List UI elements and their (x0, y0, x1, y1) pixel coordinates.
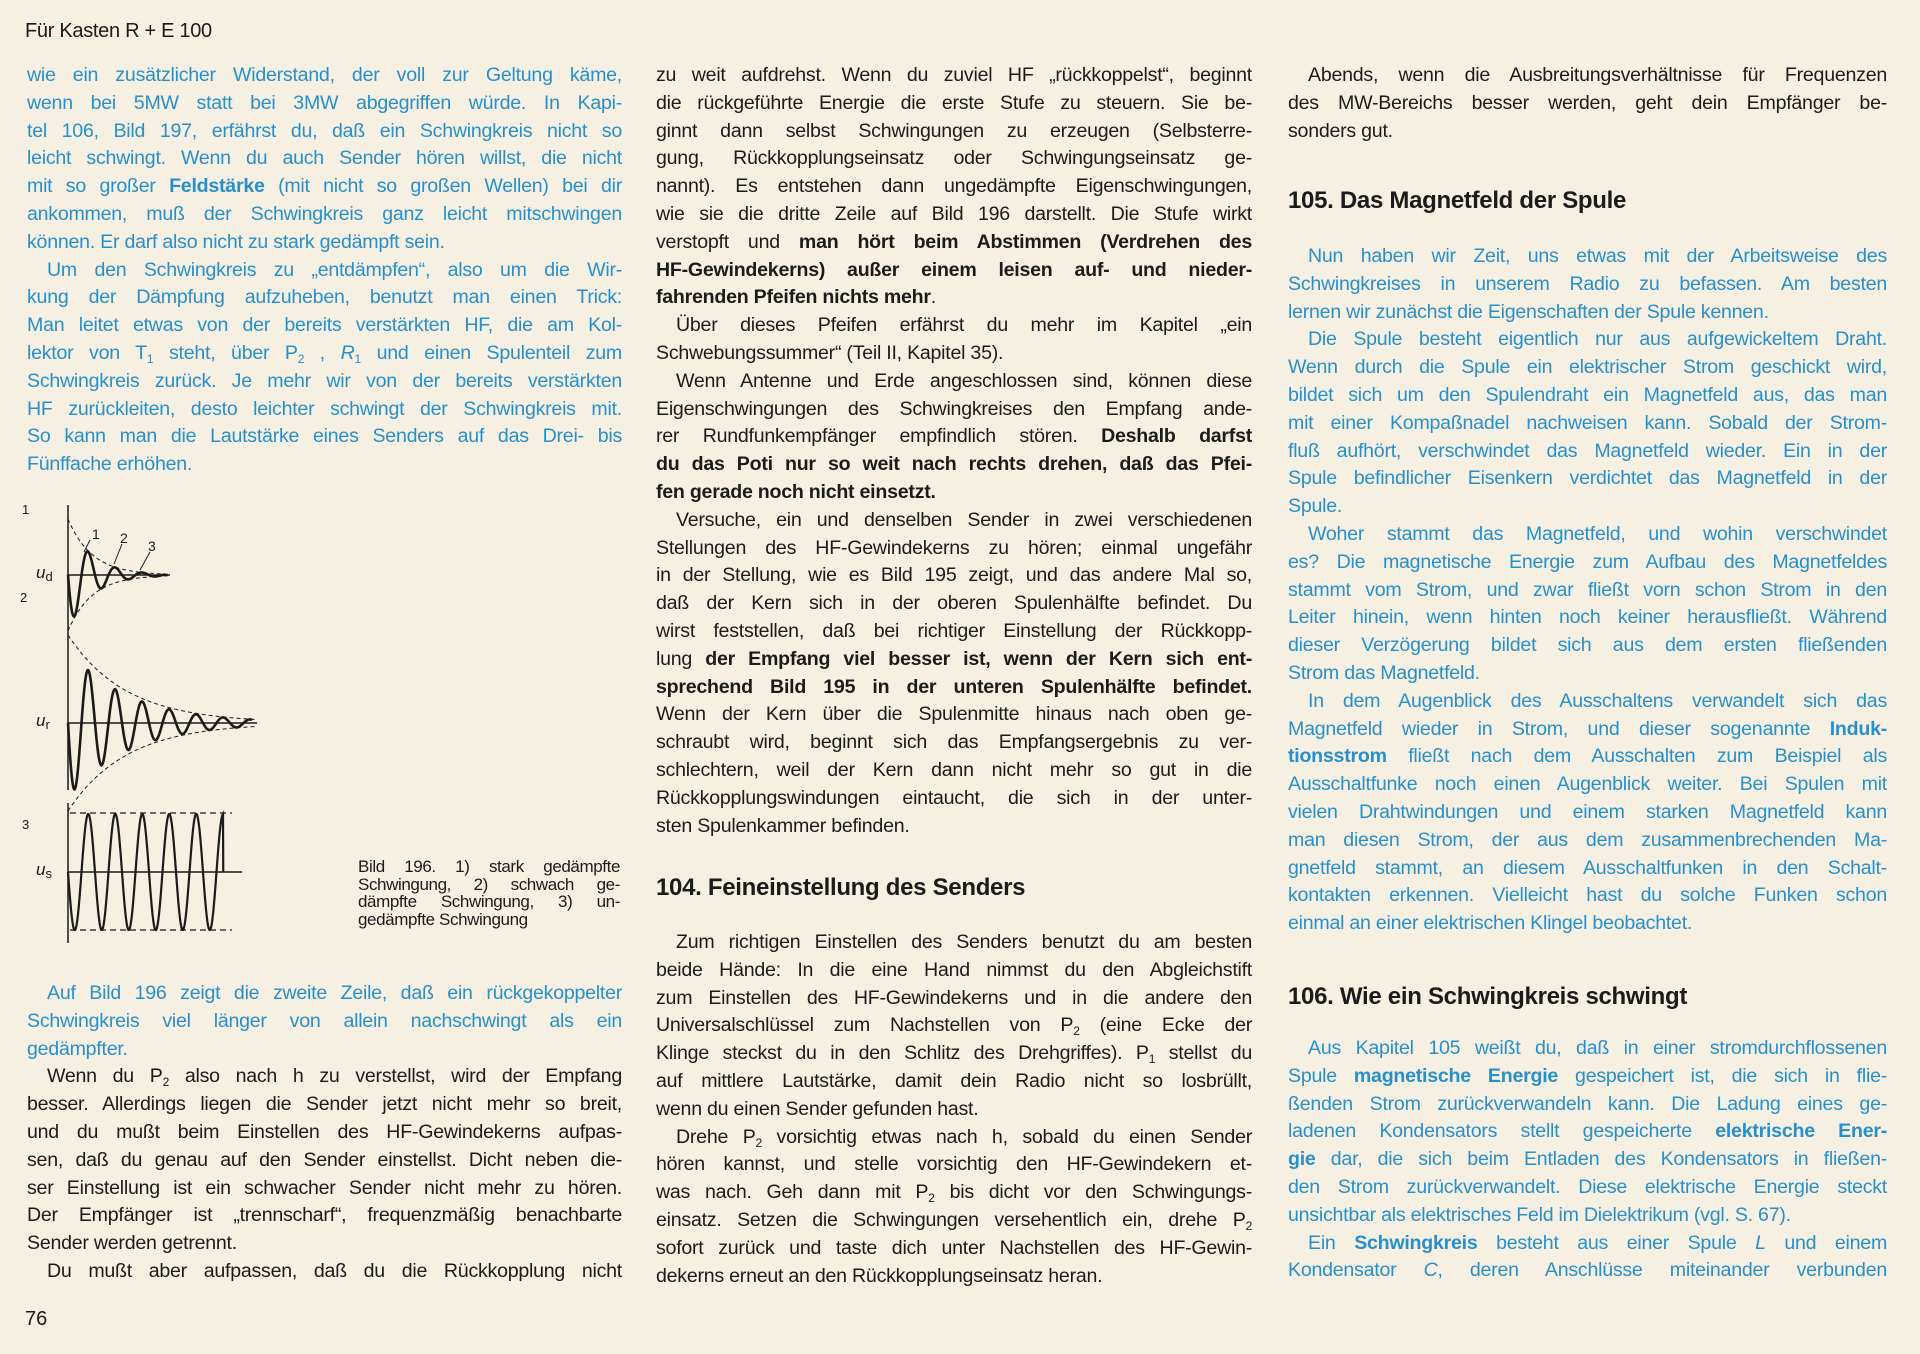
paragraph (656, 62, 1252, 312)
text-run: lektor von T (27, 341, 147, 364)
text-line (27, 62, 622, 90)
text-run: vorsichtig etwas nach h, sobald du einen Sender (761, 1125, 1252, 1148)
text-line (656, 368, 1252, 396)
text-line (1288, 1118, 1887, 1146)
text-line (656, 479, 1252, 507)
text-run: dekerns erneut an den Rückkopplungseinsatz heran. (656, 1264, 1103, 1287)
italic-symbol: C (1423, 1259, 1438, 1282)
text-line (27, 368, 622, 396)
text-line (1288, 90, 1887, 118)
italic-symbol: R (340, 341, 355, 364)
column-1-text-top (27, 62, 622, 479)
axis-label-ud-symbol: u (36, 563, 46, 582)
text-line (1288, 799, 1887, 827)
text-run: Schwingkreis viel länger von allein nachschwingt als ein (27, 1009, 622, 1032)
text-line (1288, 438, 1887, 466)
text-line (1288, 62, 1887, 90)
text-run: tel 106, Bild 197, erfährst du, daß ein Schwingkreis nicht so (27, 119, 622, 142)
text-line (656, 618, 1252, 646)
text-line (27, 1091, 622, 1119)
text-line (27, 118, 622, 146)
paragraph (1288, 1230, 1887, 1286)
text-run: Rückkopplungswindungen eintaucht, die sich in der unter- (656, 786, 1252, 809)
text-run: was nach. Geh dann mit P (656, 1181, 929, 1204)
text-line (27, 1063, 622, 1091)
text-run: Wenn Antenne und Erde angeschlossen sind, können diese (676, 369, 1252, 392)
axis-label-us-subscript: s (45, 866, 52, 881)
figure-caption (358, 858, 620, 928)
text-run: vielen Drahtwindungen und einem starken Magnetfeld kann (1288, 800, 1887, 823)
text-line (656, 1151, 1252, 1179)
text-line (656, 590, 1252, 618)
section-heading-104: 104. Feineinstellung des Senders (656, 874, 1026, 901)
text-run: leicht schwingt. Wenn du auch Sender hören willst, die nicht (27, 147, 622, 170)
text-run: Woher stammt das Magnetfeld, und wohin verschwindet (1308, 522, 1887, 545)
text-run: zum Einstellen des HF-Gewindekerns und in die andere den (656, 986, 1252, 1009)
text-run: stammt vom Strom, und zwar fließt vorn schon Strom in den (1288, 578, 1887, 601)
text-line (27, 1202, 622, 1230)
text-run: Die Spule besteht eigentlich nur aus aufgewickeltem Draht. (1308, 328, 1887, 351)
text-line (27, 90, 622, 118)
text-run: In dem Augenblick des Ausschaltens verwandelt sich das (1308, 689, 1887, 712)
text-run: man diesen Strom, der aus dem zusammenbrechenden Ma- (1288, 828, 1887, 851)
text-run: Leiter hinein, wenn hinten noch keiner herausfließt. Während (1288, 606, 1887, 629)
text-run: es? Die magnetische Energie zum Aufbau des Magnetfeldes (1288, 550, 1887, 573)
text-line (1288, 855, 1887, 883)
text-run: Spule (1288, 1064, 1354, 1087)
text-line (1288, 493, 1887, 521)
subscript: 2 (928, 1191, 935, 1206)
text-line (27, 423, 622, 451)
bold-text: Schwingkreis (1354, 1231, 1478, 1254)
subscript: 2 (1245, 1218, 1252, 1233)
text-run: Du mußt aber aufpassen, daß du die Rückkopplung nicht (47, 1259, 622, 1282)
paragraph (1288, 243, 1887, 326)
text-run: Schwingkreises in unserem Radio zu befassen. Am besten (1288, 272, 1887, 295)
axis-label-ud-subscript: d (45, 569, 53, 584)
section-heading-105: 105. Das Magnetfeld der Spule (1288, 187, 1627, 214)
text-run: Kondensator (1288, 1259, 1424, 1282)
subscript: 1 (1148, 1052, 1156, 1067)
subscript: 2 (755, 1135, 762, 1150)
waveform-weakly-damped (68, 670, 252, 789)
text-run: in der Stellung, wie es Bild 195 zeigt, und das andere Mal so, (656, 564, 1252, 587)
text-run: dar, die sich beim Entladen des Kondensators in fließen- (1315, 1148, 1887, 1171)
paragraph (656, 312, 1252, 368)
text-run: Nun haben wir Zeit, uns etwas mit der Arbeitsweise des (1308, 245, 1887, 267)
curve-label-2: 2 (120, 530, 128, 546)
bold-text: elektrische Ener- (1715, 1120, 1888, 1143)
text-run: wenn du einen Sender gefunden hast. (656, 1097, 979, 1120)
text-line (1288, 771, 1887, 799)
text-line (1288, 271, 1887, 299)
column-2-text-top (656, 62, 1252, 840)
text-line (656, 1096, 1252, 1124)
axis-label-ur-symbol: u (36, 711, 46, 730)
text-line (656, 813, 1252, 841)
bold-text: Induk- (1829, 717, 1887, 740)
bold-text: tionsstrom (1288, 745, 1387, 768)
waveform-strongly-damped (68, 551, 165, 616)
text-line (656, 284, 1252, 312)
figure-row-label-3: 3 (22, 817, 30, 832)
text-line (1288, 382, 1887, 410)
text-run: wenn bei 5MW statt bei 3MW abgegriffen würde. In Kapi- (27, 91, 622, 114)
paragraph (27, 1258, 622, 1286)
text-run: Fünffache erhöhen. (27, 453, 193, 476)
text-run: rer Rundfunkempfänger empfindlich stören. (656, 425, 1102, 448)
text-run: sofort zurück und taste dich unter Nachstellen des HF-Gewin- (656, 1236, 1252, 1259)
text-line (656, 674, 1252, 702)
text-line (27, 396, 622, 424)
text-line (27, 1175, 622, 1203)
text-run: Spule befindlicher Eisenkern verdichtet das Magnetfeld in der (1288, 467, 1887, 490)
paragraph (656, 368, 1252, 507)
italic-symbol: L (1755, 1231, 1766, 1254)
text-run: Sender werden getrennt. (27, 1232, 237, 1255)
text-line (27, 980, 622, 1008)
text-line (656, 145, 1252, 173)
text-line (1288, 326, 1887, 354)
text-line (1288, 716, 1887, 744)
paragraph (27, 1063, 622, 1258)
subscript: 1 (146, 351, 154, 366)
text-line (1288, 354, 1887, 382)
text-line (656, 1179, 1252, 1207)
text-line (1288, 604, 1887, 632)
text-run: mit so großer (27, 175, 170, 198)
paragraph (1288, 1035, 1887, 1230)
text-run: (eine Ecke der (1079, 1014, 1253, 1037)
text-line (1288, 827, 1887, 855)
text-run: schlechtern, weil der Kern dann nicht mehr so gut in die (656, 758, 1252, 781)
text-line (656, 173, 1252, 201)
bold-text: Deshalb darfst (1101, 425, 1253, 448)
text-run: HF zurückleiten, desto leichter schwingt der Schwingkreis mit. (27, 397, 622, 420)
text-run: gespeichert ist, die sich in flie- (1558, 1064, 1887, 1087)
text-line (1288, 1063, 1887, 1091)
bold-text: sprechend Bild 195 in der unteren Spulenhälfte befindet. (656, 675, 1252, 698)
bold-text: der Empfang viel besser ist, wenn der Kern sich ent- (705, 647, 1252, 670)
bold-text: man hört beim Abstimmen (Verdrehen des (798, 230, 1252, 253)
text-line (1288, 743, 1887, 771)
bold-text: HF-Gewindekerns) außer einem leisen auf- und nieder- (656, 258, 1252, 281)
text-run: Auf Bild 196 zeigt die zweite Zeile, daß ein rückgekoppelter (47, 982, 622, 1004)
text-run: Klinge steckst du in den Schlitz des Drehgriffes). P (656, 1042, 1149, 1065)
text-run: gedämpfter. (27, 1037, 128, 1060)
text-run: auf mittlere Lautstärke, damit dein Radio nicht so losbrüllt, (656, 1069, 1252, 1092)
text-run: und einen Spulenteil zum (360, 341, 622, 364)
text-run: Spule. (1288, 495, 1343, 518)
text-run: ankommen, muß der Schwingkreis ganz leicht mitschwingen (27, 202, 622, 225)
text-run: Versuche, ein und denselben Sender in zwei verschiedenen (676, 508, 1252, 531)
text-line (656, 451, 1252, 479)
text-run: also nach h zu verstellst, wird der Empfang (169, 1065, 622, 1088)
column-2-text-bottom (656, 929, 1252, 1290)
text-run: und einem (1765, 1231, 1888, 1254)
text-run: schraubt wird, beginnt sich das Empfangsergebnis zu ver- (656, 731, 1252, 754)
text-run: wie sie die dritte Zeile auf Bild 196 darstellt. Die Stufe wirkt (656, 202, 1252, 225)
subscript: 1 (354, 351, 361, 366)
leader-line-2 (114, 544, 122, 564)
curve-label-3: 3 (148, 538, 156, 554)
text-line (27, 284, 622, 312)
text-run: lernen wir zunächst die Eigenschaften der Spule kennen. (1288, 300, 1769, 323)
column-1-text-bottom (27, 980, 622, 1286)
text-run: hören kannst, und stelle vorsichtig den HF-Gewindekern et- (656, 1153, 1252, 1176)
text-line (1288, 1230, 1887, 1258)
caption-line: Schwingung, 2) schwach ge- (358, 874, 620, 894)
text-run: sonders gut. (1288, 119, 1393, 142)
text-run: Strom das Magnetfeld. (1288, 661, 1480, 684)
text-run: Aus Kapitel 105 weißt du, daß in einer stromdurchflossenen (1308, 1037, 1887, 1059)
text-line (656, 257, 1252, 285)
text-line (27, 1036, 622, 1064)
text-run: Stellungen des HF-Gewindekerns zu hören; einmal ungefähr (656, 536, 1252, 559)
text-line (656, 396, 1252, 424)
paragraph (656, 1124, 1252, 1291)
figure-row-label-2: 2 (20, 590, 28, 605)
text-line (656, 957, 1252, 985)
text-run: , deren Anschlüsse miteinander verbunden (1437, 1259, 1887, 1282)
text-run: (mit nicht so großen Wellen) bei dir (264, 175, 622, 198)
text-run: ginnt dann selbst Schwingungen zu erzeugen (Selbsterre- (656, 119, 1252, 142)
text-line (656, 340, 1252, 368)
axis-label-ud (36, 563, 53, 584)
axis-label-us (36, 860, 52, 881)
curve-label-1: 1 (92, 526, 100, 542)
text-run: kontakten erkennen. Vielleicht hast du solche Funken schon (1288, 884, 1887, 907)
text-line (656, 1124, 1252, 1152)
text-run: Eigenschwingungen des Schwingkreises den Empfang ande- (656, 397, 1252, 420)
text-run: unsichtbar als elektrisches Feld im Dielektrikum (vgl. S. 67). (1288, 1203, 1791, 1226)
text-run: besteht aus einer Spule (1477, 1231, 1756, 1254)
text-run: Schwebungssummer“ (Teil II, Kapitel 35). (656, 341, 1004, 364)
axis-label-us-symbol: u (36, 860, 46, 879)
text-line (1288, 688, 1887, 716)
text-line (656, 646, 1252, 674)
text-run: gnetfeld stammt, an diesem Ausschaltfunken in den Schalt- (1288, 856, 1887, 879)
text-line (656, 423, 1252, 451)
text-run: einmal an einer elektrischen Klingel beobachtet. (1288, 912, 1693, 935)
paragraph (1288, 521, 1887, 688)
bold-text: fahrenden Pfeifen nichts mehr (656, 286, 931, 309)
bold-text: magnetische Energie (1353, 1064, 1559, 1087)
leader-line-3 (140, 552, 150, 570)
text-line (1288, 118, 1887, 146)
text-run: Wenn der Kern über die Spulenmitte hinaus nach oben ge- (656, 703, 1252, 726)
section-heading-106: 106. Wie ein Schwingkreis schwingt (1288, 983, 1688, 1010)
text-line (1288, 1035, 1887, 1063)
paragraph (656, 929, 1252, 1124)
text-run: besser. Allerdings liegen die Sender jetzt nicht mehr so breit, (27, 1093, 622, 1116)
text-run: Ausschaltfunke noch einen Augenblick weiter. Bei Spulen mit (1288, 773, 1887, 796)
text-line (656, 118, 1252, 146)
text-run: die rückgeführte Energie die erste Stufe zu steuern. Sie be- (656, 91, 1252, 114)
bold-text: Feldstärke (169, 175, 265, 198)
figure-row-label-1: 1 (22, 502, 30, 517)
axis-label-ur (36, 711, 50, 732)
text-run: bildet sich um den Spulendraht ein Magnetfeld aus, das man (1288, 383, 1887, 406)
text-run: . (930, 286, 936, 309)
text-run: zu weit aufdrehst. Wenn du zuviel HF „rückkoppelst“, beginnt (656, 64, 1252, 86)
text-run: den Strom zurückverwandelt. Diese elektrische Energie steckt (1288, 1175, 1887, 1198)
text-line (1288, 1146, 1887, 1174)
column-3-text-bottom (1288, 1035, 1887, 1285)
paragraph (27, 980, 622, 1063)
text-run: steht, über P (153, 341, 298, 364)
text-run: Um den Schwingkreis zu „entdämpfen“, also um die Wir- (47, 258, 622, 281)
text-run: verstopft und (656, 230, 799, 253)
text-run: nannt). Es entstehen dann ungedämpfte Eigenschwingungen, (656, 175, 1252, 198)
text-line (27, 201, 622, 229)
text-line (656, 929, 1252, 957)
text-run: ser Einstellung ist ein schwacher Sender nicht mehr zu hören. (27, 1176, 622, 1199)
text-run: Wenn durch die Spule ein elektrischer Strom geschickt wird, (1288, 356, 1887, 379)
text-line (27, 1230, 622, 1258)
paragraph (656, 507, 1252, 841)
text-run: Magnetfeld wieder in Strom, und dieser sogenannte (1288, 717, 1830, 740)
text-line (27, 1147, 622, 1175)
text-run: daß der Kern sich in der oberen Spulenhälfte befindet. Du (656, 592, 1252, 615)
text-line (656, 785, 1252, 813)
text-line (27, 173, 622, 201)
text-line (656, 535, 1252, 563)
text-line (656, 1263, 1252, 1291)
column-3-text-top (1288, 62, 1887, 145)
text-run: lung (656, 647, 706, 670)
text-run: wie ein zusätzlicher Widerstand, der voll zur Geltung käme, (27, 64, 622, 86)
text-line (656, 985, 1252, 1013)
text-line (656, 1235, 1252, 1263)
bold-text: fen gerade noch nicht einsetzt. (656, 480, 936, 503)
text-run: ßenden Strom zurückverwandeln kann. Die Ladung eines ge- (1288, 1092, 1887, 1115)
text-run: stellst du (1155, 1042, 1252, 1065)
text-line (1288, 410, 1887, 438)
text-line (27, 257, 622, 285)
paragraph (27, 257, 622, 479)
subscript: 2 (1073, 1024, 1080, 1039)
text-run: mit einer Kompaßnadel nachweisen kann. Sobald der Strom- (1288, 411, 1887, 434)
text-line (656, 701, 1252, 729)
text-line (656, 1207, 1252, 1235)
figure-196-oscillations (0, 480, 360, 960)
text-line (1288, 1174, 1887, 1202)
subscript: 2 (297, 351, 305, 366)
text-run: , (304, 341, 341, 364)
text-line (1288, 910, 1887, 938)
caption-line: gedämpfte Schwingung (358, 909, 528, 929)
paragraph (1288, 688, 1887, 938)
paragraph (27, 62, 622, 257)
text-run: einsatz. Setzen die Schwingungen versehentlich ein, drehe P (656, 1208, 1246, 1231)
text-line (1288, 299, 1887, 327)
text-line (1288, 549, 1887, 577)
subscript: 2 (162, 1075, 170, 1090)
text-run: sen, daß du genau auf den Sender einstellst. Dicht neben die- (27, 1148, 622, 1171)
text-run: fluß aufhört, verschwindet das Magnetfeld wieder. Ein in der (1288, 439, 1887, 462)
text-run: und du mußt beim Einstellen des HF-Gewindekerns aufpas- (27, 1120, 622, 1143)
text-line (27, 229, 622, 257)
text-line (656, 229, 1252, 257)
text-line (1288, 577, 1887, 605)
text-line (656, 90, 1252, 118)
text-line (27, 1008, 622, 1036)
text-run: Zum richtigen Einstellen des Senders benutzt du am besten (676, 931, 1252, 953)
text-line (656, 757, 1252, 785)
text-run: bis dicht vor den Schwingungs- (934, 1181, 1253, 1204)
text-line (656, 562, 1252, 590)
caption-line: dämpfte Schwingung, 3) un- (358, 892, 620, 912)
text-run: ladenen Kondensators stellt gespeicherte (1288, 1120, 1716, 1143)
text-line (27, 451, 622, 479)
bold-text: du das Poti nur so weit nach rechts drehen, daß das Pfei- (656, 453, 1252, 476)
text-line (1288, 1202, 1887, 1230)
text-line (656, 62, 1252, 90)
text-line (656, 1012, 1252, 1040)
text-run: wirst feststellen, daß bei richtiger Einstellung der Rückkopp- (656, 619, 1252, 642)
text-line (656, 1040, 1252, 1068)
text-run: des MW-Bereichs besser werden, geht dein Empfänger be- (1288, 91, 1887, 114)
text-run: können. Er darf also nicht zu stark gedämpft sein. (27, 230, 445, 253)
text-line (27, 312, 622, 340)
text-line (656, 1068, 1252, 1096)
text-run: dieser Verzögerung bildet sich aus dem ersten fließenden (1288, 634, 1887, 657)
text-run: beide Hände: In die eine Hand nimmst du den Abgleichstift (656, 958, 1252, 981)
text-run: Abends, wenn die Ausbreitungsverhältnisse für Frequenzen (1308, 64, 1887, 86)
text-run: So kann man die Lautstärke eines Senders auf das Drei- bis (27, 425, 622, 448)
text-line (1288, 660, 1887, 688)
running-header: Für Kasten R + E 100 (25, 20, 212, 42)
text-line (1288, 465, 1887, 493)
text-run: Universalschlüssel zum Nachstellen von P (656, 1014, 1074, 1037)
text-line (1288, 1257, 1887, 1285)
text-run: fließt nach dem Ausschalten zum Beispiel als (1386, 745, 1887, 768)
text-line (1288, 1091, 1887, 1119)
text-line (27, 145, 622, 173)
text-run: gung, Rückkopplungseinsatz oder Schwingungseinsatz ge- (656, 147, 1252, 170)
text-line (656, 201, 1252, 229)
text-line (1288, 243, 1887, 271)
text-run: Man leitet etwas von der bereits verstärkten HF, die am Kol- (27, 314, 622, 337)
axis-label-ur-subscript: r (45, 717, 50, 732)
text-line (27, 1258, 622, 1286)
text-run: Über dieses Pfeifen erfährst du mehr im Kapitel „ein (676, 314, 1252, 337)
text-line (1288, 632, 1887, 660)
text-run: sten Spulenkammer befinden. (656, 814, 910, 837)
text-line (656, 507, 1252, 535)
text-line (656, 312, 1252, 340)
caption-line: Bild 196. 1) stark gedämpfte (358, 857, 620, 876)
text-line (1288, 882, 1887, 910)
text-line (1288, 521, 1887, 549)
text-line (27, 340, 622, 368)
text-run: kung der Dämpfung aufzuheben, benutzt man einen Trick: (27, 286, 622, 309)
text-run: Drehe P (676, 1125, 756, 1148)
text-run: Schwingkreis zurück. Je mehr wir von der bereits verstärkten (27, 369, 622, 392)
text-run: Ein (1308, 1231, 1355, 1254)
paragraph (1288, 326, 1887, 521)
text-line (656, 729, 1252, 757)
bold-text: gie (1288, 1148, 1316, 1171)
text-run: Wenn du P (47, 1065, 163, 1088)
paragraph (1288, 62, 1887, 145)
page-number: 76 (25, 1308, 48, 1330)
text-run: Der Empfänger ist „trennscharf“, frequenzmäßig benachbarte (27, 1204, 622, 1227)
text-line (27, 1119, 622, 1147)
column-3-text-middle (1288, 243, 1887, 938)
